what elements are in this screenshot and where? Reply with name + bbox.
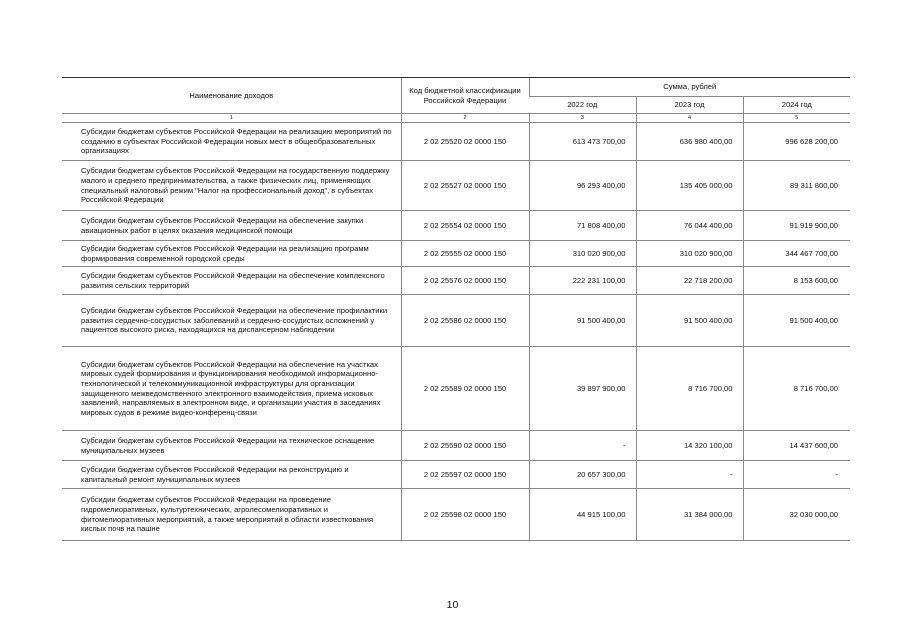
- header-year-2022: 2022 год: [529, 96, 636, 114]
- header-sum-col: Сумма, рублей: [529, 78, 850, 97]
- row-code: 2 02 25555 02 0000 150: [401, 241, 529, 267]
- row-name: Субсидии бюджетам субъектов Российской Федерации на государственную поддержку малого и среднего предпринимательства, а также физических лиц, применяющих специальный налоговый режим "Налог на профессиональный доход", в субъектах Российской Федерации: [62, 161, 401, 211]
- row-amount-2022: 39 897 900,00: [529, 347, 636, 431]
- table-row: [62, 461, 850, 489]
- row-name: Субсидии бюджетам субъектов Российской Федерации на проведение гидромелиоративных, культуртехнических, агролесомелиоративных и фитомелиоративных мероприятий, а также мероприятий в области известкования кислых почв на пашне: [62, 489, 401, 541]
- row-code: 2 02 25597 02 0000 150: [401, 461, 529, 489]
- table-row: [62, 267, 850, 295]
- row-amount-2022: -: [529, 431, 636, 461]
- col-number: 2: [401, 114, 529, 123]
- table-row: [62, 211, 850, 241]
- row-amount-2024: 91 919 900,00: [743, 211, 850, 241]
- row-code: 2 02 25589 02 0000 150: [401, 347, 529, 431]
- col-number: 3: [529, 114, 636, 123]
- header-code-col: Код бюджетной классификации Российской Федерации: [401, 78, 529, 114]
- table-row: [62, 489, 850, 541]
- row-code: 2 02 25586 02 0000 150: [401, 295, 529, 347]
- row-amount-2024: 8 716 700,00: [743, 347, 850, 431]
- row-amount-2023: 76 044 400,00: [636, 211, 743, 241]
- page-number: 10: [446, 599, 459, 611]
- row-name: Субсидии бюджетам субъектов Российской Федерации на обеспечение закупки авиационных работ в целях оказания медицинской помощи: [62, 211, 401, 241]
- row-amount-2024: 32 030 000,00: [743, 489, 850, 541]
- table-row: [62, 161, 850, 211]
- row-amount-2022: 71 808 400,00: [529, 211, 636, 241]
- row-amount-2022: 613 473 700,00: [529, 123, 636, 161]
- row-amount-2023: 14 320 100,00: [636, 431, 743, 461]
- table-row: [62, 241, 850, 267]
- col-number: 1: [62, 114, 401, 123]
- row-name: Субсидии бюджетам субъектов Российской Федерации на реализацию мероприятий по созданию в субъектах Российской Федерации новых мест в общеобразовательных организациях: [62, 123, 401, 161]
- row-amount-2022: 20 657 300,00: [529, 461, 636, 489]
- header-year-2023: 2023 год: [636, 96, 743, 114]
- row-code: 2 02 25520 02 0000 150: [401, 123, 529, 161]
- row-code: 2 02 25576 02 0000 150: [401, 267, 529, 295]
- row-amount-2024: 14 437 600,00: [743, 431, 850, 461]
- table-row: [62, 123, 850, 161]
- row-name: Субсидии бюджетам субъектов Российской Федерации на обеспечение комплексного развития сельских территорий: [62, 267, 401, 295]
- header-year-2024: 2024 год: [743, 96, 850, 114]
- row-amount-2024: 91 500 400,00: [743, 295, 850, 347]
- row-name: Субсидии бюджетам субъектов Российской Федерации на реализацию программ формирования современной городской среды: [62, 241, 401, 267]
- row-amount-2023: -: [636, 461, 743, 489]
- table-row: [62, 295, 850, 347]
- row-amount-2024: 996 628 200,00: [743, 123, 850, 161]
- revenue-table: [62, 77, 850, 541]
- row-amount-2022: 310 020 900,00: [529, 241, 636, 267]
- row-name: Субсидии бюджетам субъектов Российской Федерации на обеспечение на участках мировых судей формирования и функционирования необходимой информационно-технологической и телекоммуникационной инфраструктуры для организации защищенного межведомственного электронного взаимодействия, приема исковых заявлений, направляемых в электронном виде, и организации участия в заседаниях мировых судов в режиме видео-конференц-связи: [62, 347, 401, 431]
- row-amount-2023: 91 500 400,00: [636, 295, 743, 347]
- row-amount-2023: 636 980 400,00: [636, 123, 743, 161]
- row-amount-2023: 310 020 900,00: [636, 241, 743, 267]
- row-amount-2024: 89 311 800,00: [743, 161, 850, 211]
- column-numbers-row: [62, 114, 850, 123]
- row-amount-2023: 8 716 700,00: [636, 347, 743, 431]
- row-code: 2 02 25554 02 0000 150: [401, 211, 529, 241]
- row-code: 2 02 25598 02 0000 150: [401, 489, 529, 541]
- row-amount-2024: -: [743, 461, 850, 489]
- row-amount-2022: 222 231 100,00: [529, 267, 636, 295]
- row-amount-2022: 96 293 400,00: [529, 161, 636, 211]
- row-amount-2022: 91 500 400,00: [529, 295, 636, 347]
- row-amount-2023: 22 718 200,00: [636, 267, 743, 295]
- row-amount-2024: 8 153 600,00: [743, 267, 850, 295]
- table-row: [62, 347, 850, 431]
- table-row: [62, 431, 850, 461]
- header-name-col: Наименование доходов: [62, 78, 401, 114]
- row-name: Субсидии бюджетам субъектов Российской Федерации на техническое оснащение муниципальных музеев: [62, 431, 401, 461]
- row-name: Субсидии бюджетам субъектов Российской Федерации на обеспечение профилактики развития сердечно-сосудистых заболеваний и сердечно-сосудистых осложнений у пациентов высокого риска, находящихся на диспансерном наблюдении: [62, 295, 401, 347]
- row-code: 2 02 25527 02 0000 150: [401, 161, 529, 211]
- col-number: 5: [743, 114, 850, 123]
- row-name: Субсидии бюджетам субъектов Российской Федерации на реконструкцию и капитальный ремонт муниципальных музеев: [62, 461, 401, 489]
- row-code: 2 02 25590 02 0000 150: [401, 431, 529, 461]
- header-row: [62, 78, 850, 97]
- row-amount-2023: 135 405 000,00: [636, 161, 743, 211]
- row-amount-2024: 344 467 700,00: [743, 241, 850, 267]
- row-amount-2022: 44 915 100,00: [529, 489, 636, 541]
- row-amount-2023: 31 384 000,00: [636, 489, 743, 541]
- col-number: 4: [636, 114, 743, 123]
